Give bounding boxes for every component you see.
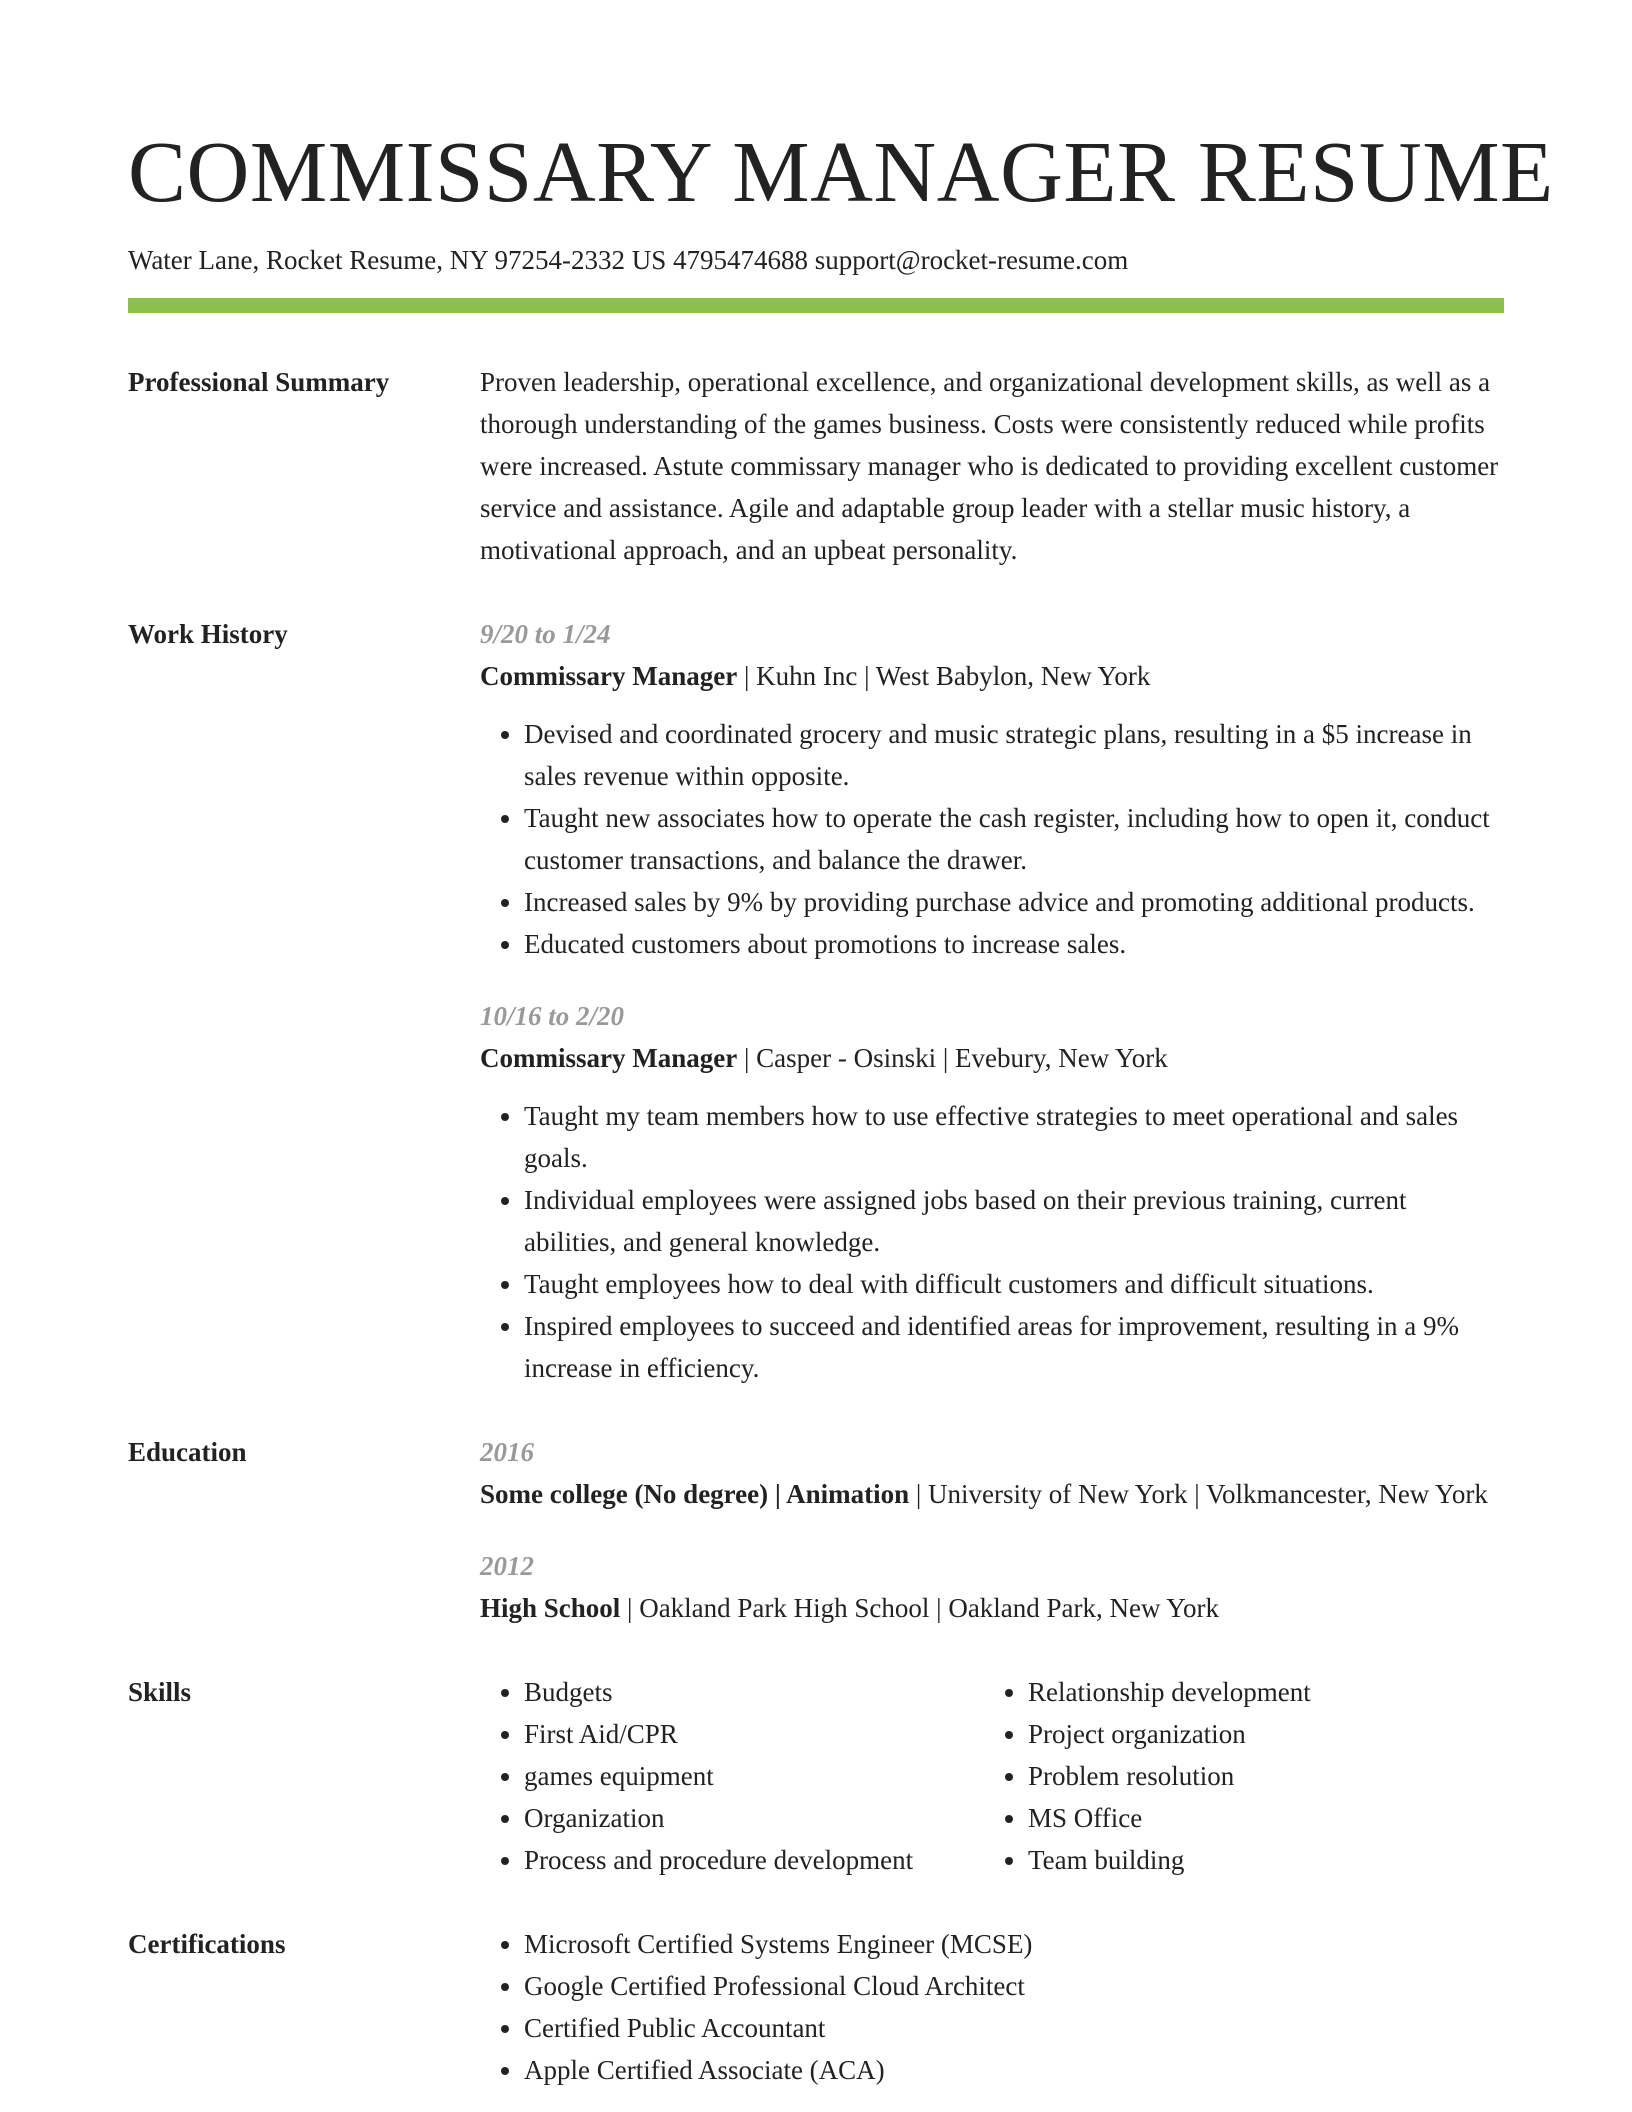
contact-info: Water Lane, Rocket Resume, NY 97254-2332 US 4795474688 support@rocket-resume.com — [128, 245, 1129, 275]
job-role-line — [480, 655, 1504, 697]
skills-column-2 — [984, 1671, 1311, 1881]
section-certifications — [128, 1923, 1504, 2091]
skill-item: • Project organization — [1028, 1713, 1311, 1755]
job-bullet: • Taught employees how to deal with difficult customers and difficult situations. — [524, 1263, 1504, 1305]
job-details: | Casper - Osinski | Evebury, New York — [737, 1043, 1168, 1073]
certification-item: • Certified Public Accountant — [524, 2007, 1504, 2049]
job-entry — [480, 995, 1504, 1389]
skill-item: • Problem resolution — [1028, 1755, 1311, 1797]
job-bullet: • Increased sales by 9% by providing purchase advice and promoting additional products. — [524, 881, 1504, 923]
job-title: Commissary Manager — [480, 661, 738, 691]
section-label-work: Work History — [128, 619, 288, 649]
education-details: | University of New York | Volkmancester, New York — [909, 1479, 1488, 1509]
resume-title: COMMISSARY MANAGER RESUME — [128, 123, 1554, 220]
education-year: 2016 — [480, 1437, 534, 1467]
section-label-certifications: Certifications — [128, 1929, 286, 1959]
job-bullet: • Taught new associates how to operate the cash register, including how to open it, conduct customer transactions, and balance the drawer. — [524, 797, 1504, 881]
skill-item: • Team building — [1028, 1839, 1311, 1881]
certification-item: • Google Certified Professional Cloud Architect — [524, 1965, 1504, 2007]
education-line — [480, 1473, 1504, 1515]
job-bullets — [480, 713, 1504, 965]
skill-item: • Organization — [524, 1797, 984, 1839]
job-bullets — [480, 1095, 1504, 1389]
header-divider — [128, 298, 1504, 313]
skill-item: • Budgets — [524, 1671, 984, 1713]
skill-item: • games equipment — [524, 1755, 984, 1797]
certification-item: • Microsoft Certified Systems Engineer (MCSE) — [524, 1923, 1504, 1965]
education-degree: High School — [480, 1593, 621, 1623]
resume-page — [128, 0, 1554, 2091]
section-label-skills: Skills — [128, 1677, 192, 1707]
section-label-education: Education — [128, 1437, 247, 1467]
job-bullet: • Inspired employees to succeed and identified areas for improvement, resulting in a 9% increase in efficiency. — [524, 1305, 1504, 1389]
job-bullet: • Individual employees were assigned jobs based on their previous training, current abilities, and general knowledge. — [524, 1179, 1504, 1263]
section-work-history — [128, 613, 1504, 1389]
job-bullet: • Devised and coordinated grocery and music strategic plans, resulting in a $5 increase in sales revenue within opposite. — [524, 713, 1504, 797]
section-professional-summary — [128, 361, 1504, 571]
job-role-line — [480, 1037, 1504, 1079]
summary-text: Proven leadership, operational excellence, and organizational development skills, as well as a thorough understanding of the games business. Costs were consistently reduced while profits were increased. Astute commissary manager who is dedicated to providing excellent customer service and assistance. Agile and adaptable group leader with a stellar music history, a motivational approach, and an upbeat personality. — [480, 367, 1499, 565]
job-bullet: • Educated customers about promotions to increase sales. — [524, 923, 1504, 965]
education-entry — [480, 1431, 1504, 1515]
education-degree: Some college (No degree) | Animation — [480, 1479, 910, 1509]
certification-item: • Apple Certified Associate (ACA) — [524, 2049, 1504, 2091]
job-dates: 9/20 to 1/24 — [480, 619, 611, 649]
job-bullet: • Taught my team members how to use effective strategies to meet operational and sales goals. — [524, 1095, 1504, 1179]
skill-item: • Process and procedure development — [524, 1839, 984, 1881]
education-line — [480, 1587, 1504, 1629]
education-details: | Oakland Park High School | Oakland Park, New York — [620, 1593, 1220, 1623]
education-entry — [480, 1545, 1504, 1629]
education-year: 2012 — [480, 1551, 534, 1581]
skill-item: • First Aid/CPR — [524, 1713, 984, 1755]
certifications-list — [480, 1923, 1504, 2091]
skills-content — [480, 1671, 1504, 1881]
job-entry — [480, 613, 1504, 965]
certifications-content — [480, 1923, 1504, 2091]
section-label-summary: Professional Summary — [128, 367, 390, 397]
job-title: Commissary Manager — [480, 1043, 738, 1073]
work-content — [480, 613, 1504, 1389]
job-dates: 10/16 to 2/20 — [480, 1001, 625, 1031]
education-content — [480, 1431, 1504, 1629]
summary-content — [480, 361, 1504, 571]
skill-item: • Relationship development — [1028, 1671, 1311, 1713]
job-details: | Kuhn Inc | West Babylon, New York — [737, 661, 1151, 691]
section-education — [128, 1431, 1504, 1629]
section-skills — [128, 1671, 1504, 1881]
skills-column-1 — [480, 1671, 984, 1881]
skill-item: • MS Office — [1028, 1797, 1311, 1839]
